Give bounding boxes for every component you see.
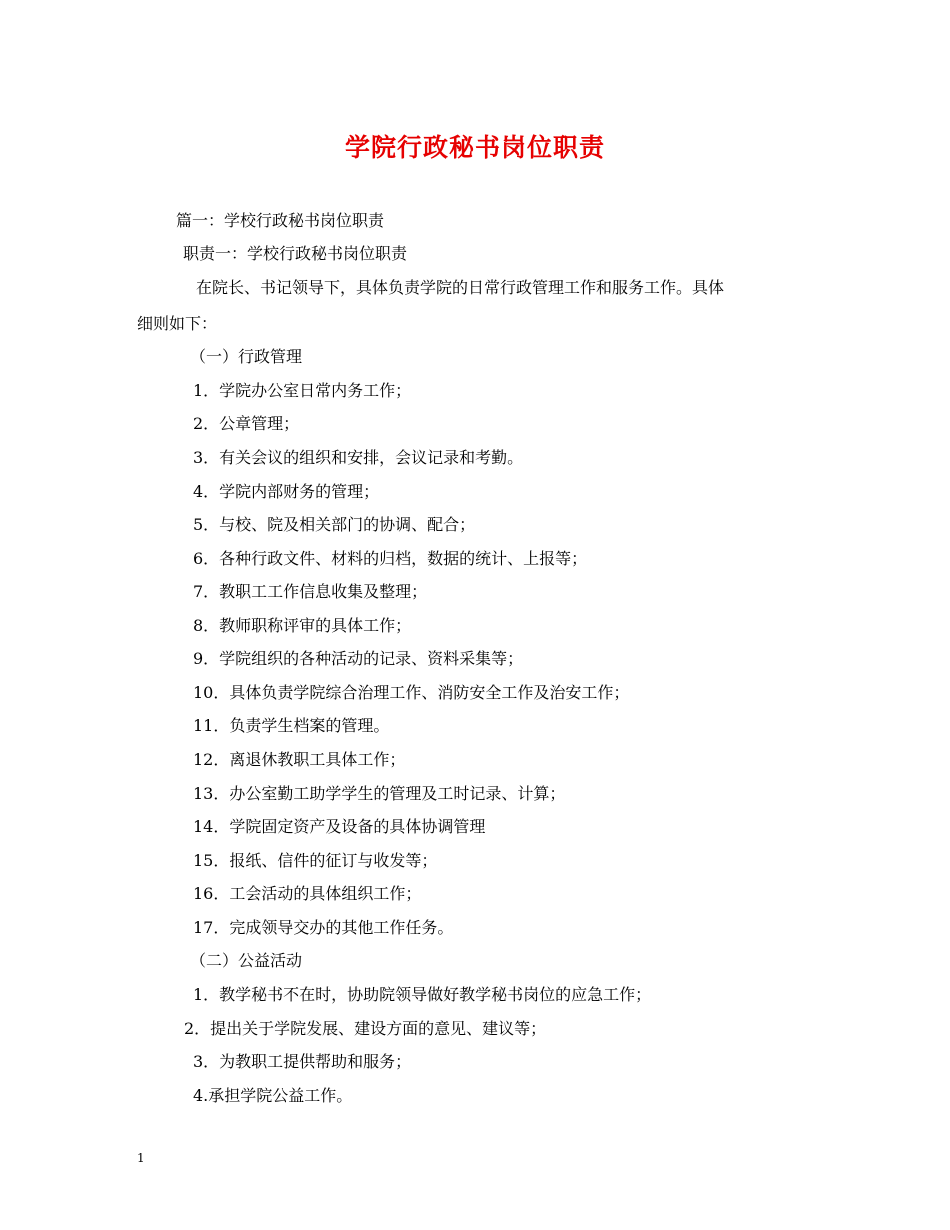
list-item: 11．负责学生档案的管理。: [193, 716, 390, 735]
list-item: 2．公章管理；: [193, 414, 300, 433]
section-heading: 篇一：学校行政秘书岗位职责: [176, 211, 385, 230]
body-paragraph-line: 细则如下：: [137, 314, 218, 333]
document-title: 学院行政秘书岗位职责: [344, 133, 605, 162]
list-item: 3．为教职工提供帮助和服务；: [193, 1052, 412, 1071]
list-item: 9．学院组织的各种活动的记录、资料采集等；: [193, 649, 524, 668]
list-item: 2．提出关于学院发展、建设方面的意见、建议等；: [184, 1019, 547, 1038]
list-item: 8．教师职称评审的具体工作；: [193, 616, 412, 635]
list-item: 13．办公室勤工助学学生的管理及工时记录、计算；: [193, 784, 566, 803]
list-heading: （二）公益活动: [190, 951, 303, 970]
list-item: 10．具体负责学院综合治理工作、消防安全工作及治安工作；: [193, 683, 630, 702]
list-heading: （一）行政管理: [190, 347, 303, 366]
list-item: 5．与校、院及相关部门的协调、配合；: [193, 515, 476, 534]
list-item: 14．学院固定资产及设备的具体协调管理: [193, 817, 486, 836]
list-item: 16．工会活动的具体组织工作；: [193, 884, 422, 903]
list-item: 17．完成领导交办的其他工作任务。: [193, 918, 454, 937]
page-number: 1: [137, 1151, 145, 1165]
list-item: 1．学院办公室日常内务工作；: [193, 381, 412, 400]
list-item: 6．各种行政文件、材料的归档，数据的统计、上报等；: [193, 549, 588, 568]
list-item: 1．教学秘书不在时，协助院领导做好教学秘书岗位的应急工作；: [193, 985, 652, 1004]
list-item: 12．离退休教职工具体工作；: [193, 750, 406, 769]
list-item: 3．有关会议的组织和安排，会议记录和考勤。: [193, 448, 524, 467]
list-item: 15．报纸、信件的征订与收发等；: [193, 851, 438, 870]
list-item: 4．学院内部财务的管理；: [193, 482, 380, 501]
subsection-heading: 职责一：学校行政秘书岗位职责: [183, 244, 408, 263]
list-item: 7．教职工工作信息收集及整理；: [193, 582, 428, 601]
list-item: 4.承担学院公益工作。: [193, 1086, 353, 1105]
body-paragraph-line: 在院长、书记领导下，具体负责学院的日常行政管理工作和服务工作。具体: [196, 278, 725, 297]
